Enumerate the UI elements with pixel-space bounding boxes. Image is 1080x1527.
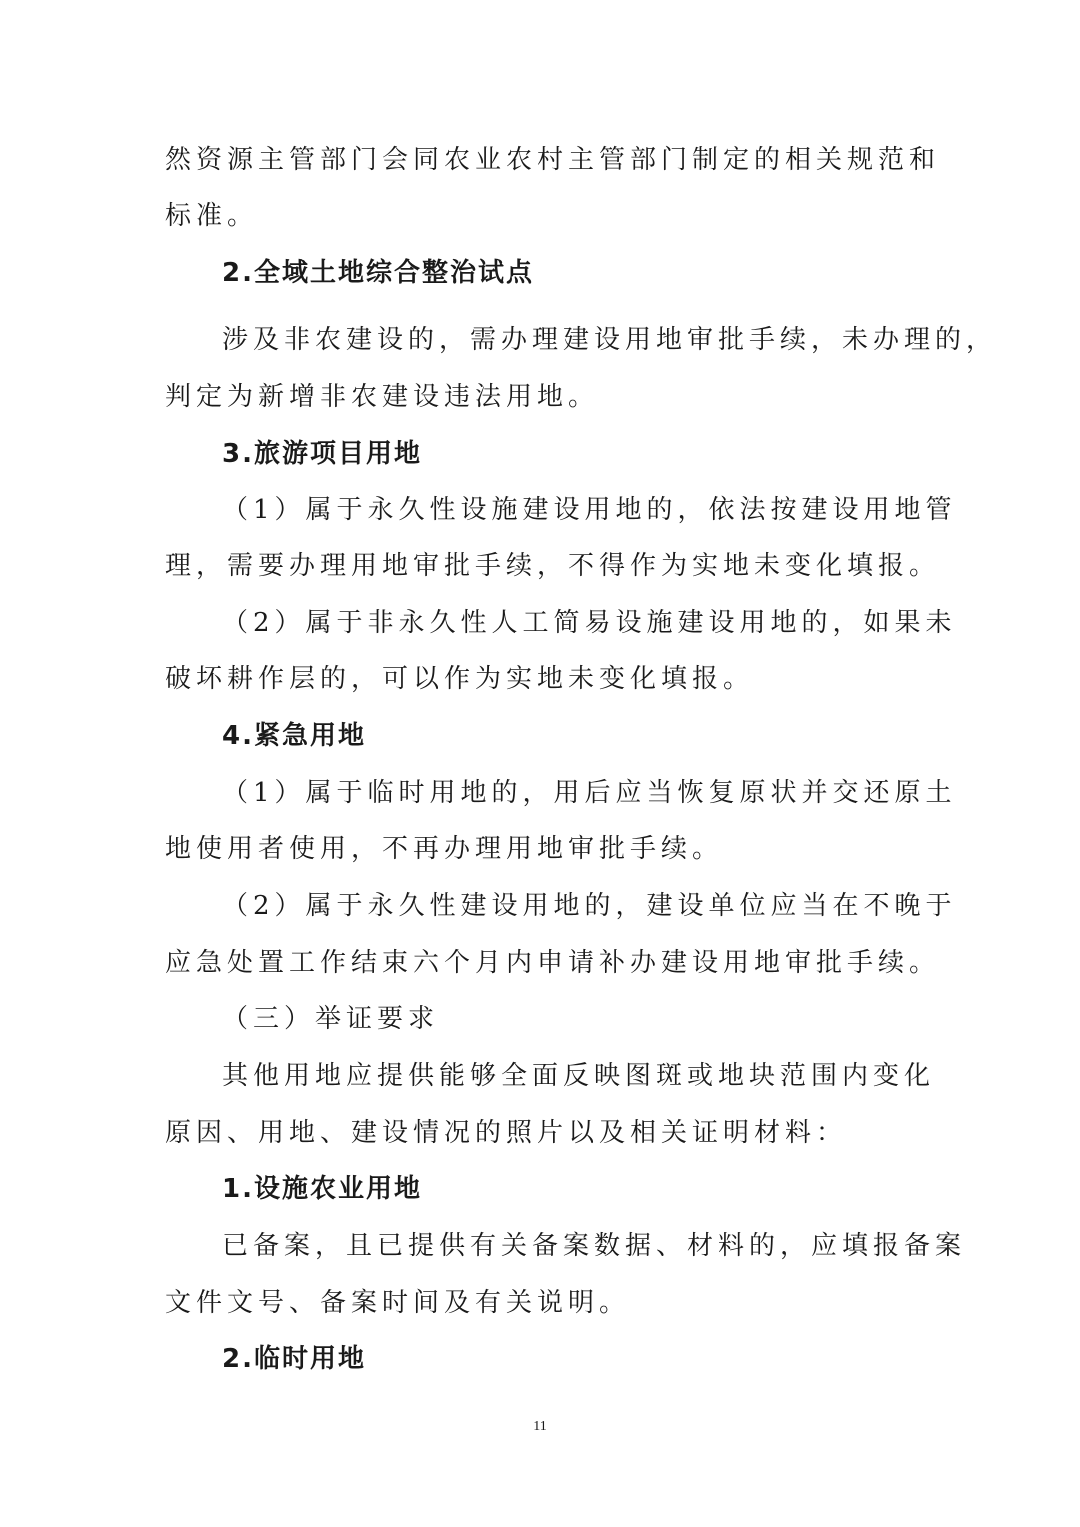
section-heading: 2.全域土地综合整治试点 — [222, 258, 534, 288]
section-heading: 4.紧急用地 — [222, 721, 366, 751]
paragraph-line: 其他用地应提供能够全面反映图斑或地块范围内变化 — [222, 1061, 936, 1091]
paragraph-line: （1）属于临时用地的，用后应当恢复原状并交还原土 — [222, 778, 957, 808]
paragraph-line: （1）属于永久性设施建设用地的，依法按建设用地管 — [222, 495, 957, 525]
paragraph-line: 文件文号、备案时间及有关说明。 — [165, 1288, 631, 1318]
paragraph-line: 然资源主管部门会同农业农村主管部门制定的相关规范和 — [165, 145, 941, 175]
paragraph-line: 涉及非农建设的，需办理建设用地审批手续，未办理的， — [222, 325, 998, 355]
paragraph-line: 判定为新增非农建设违法用地。 — [165, 382, 600, 412]
section-heading: 1.设施农业用地 — [222, 1174, 422, 1204]
paragraph-line: （2）属于永久性建设用地的，建设单位应当在不晚于 — [222, 891, 957, 921]
subsection-heading: （三）举证要求 — [222, 1004, 440, 1034]
paragraph-line: 原因、用地、建设情况的照片以及相关证明材料： — [165, 1118, 848, 1148]
paragraph-line: （2）属于非永久性人工简易设施建设用地的，如果未 — [222, 608, 957, 638]
paragraph-line: 应急处置工作结束六个月内申请补办建设用地审批手续。 — [165, 948, 941, 978]
paragraph-line: 标准。 — [165, 201, 259, 231]
section-heading: 3.旅游项目用地 — [222, 439, 422, 469]
paragraph-line: 理，需要办理用地审批手续，不得作为实地未变化填报。 — [165, 551, 941, 581]
paragraph-line: 已备案，且已提供有关备案数据、材料的，应填报备案 — [222, 1231, 967, 1261]
section-heading: 2.临时用地 — [222, 1344, 366, 1374]
paragraph-line: 地使用者使用，不再办理用地审批手续。 — [165, 834, 724, 864]
page-number: 11 — [533, 1419, 547, 1434]
paragraph-line: 破坏耕作层的，可以作为实地未变化填报。 — [165, 664, 755, 694]
